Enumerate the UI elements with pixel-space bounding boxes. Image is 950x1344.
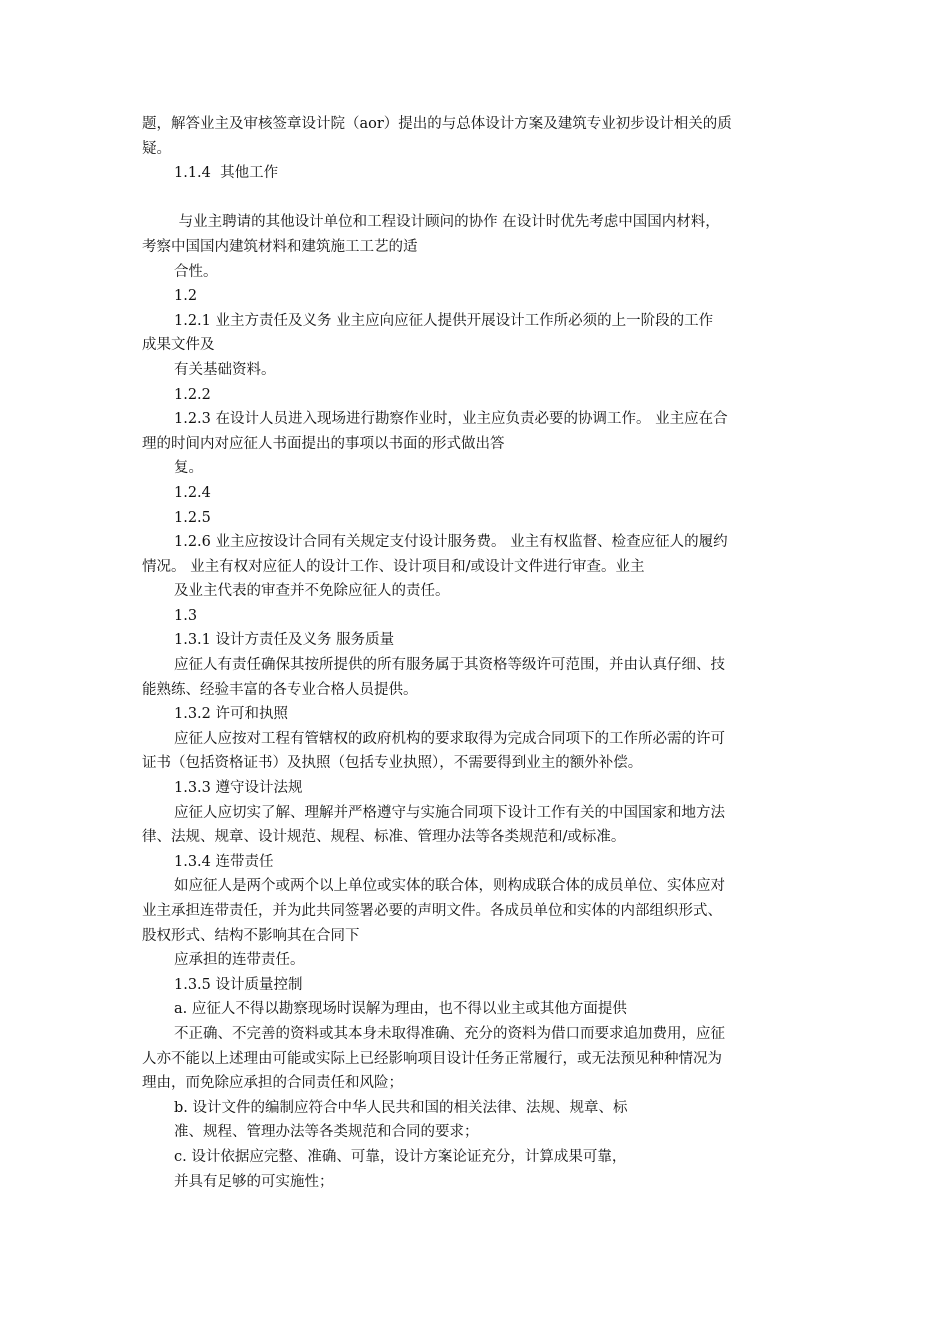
section-heading: 1.1.4 其他工作 [174, 165, 279, 182]
text-line: 1.2.1 业主方责任及义务 业主应向应征人提供开展设计工作所必须的上一阶段的工作 [174, 312, 714, 329]
section-heading: 1.3.1 设计方责任及义务 服务质量 [174, 632, 395, 649]
text-line: 如应征人是两个或两个以上单位或实体的联合体，则构成联合体的成员单位、实体应对 [174, 878, 725, 895]
text-line: 有关基础资料。 [174, 361, 276, 378]
text-line: 证书（包括资格证书）及执照（包括专业执照），不需要得到业主的额外补偿。 [142, 755, 643, 772]
text-line: 应征人应按对工程有管辖权的政府机构的要求取得为完成合同项下的工作所必需的许可 [174, 730, 725, 747]
section-heading: 1.2.4 [174, 484, 211, 501]
text-line: 成果文件及 [142, 337, 215, 354]
section-heading: 1.2.2 [174, 386, 211, 403]
section-heading: 1.3 [174, 607, 198, 624]
section-heading: 1.3.2 许可和执照 [174, 706, 289, 723]
text-line: 理的时间内对应征人书面提出的事项以书面的形式做出答 [142, 435, 505, 452]
text-line: 应承担的连带责任。 [174, 952, 305, 969]
section-heading: 1.3.3 遵守设计法规 [174, 780, 303, 797]
text-line: 与业主聘请的其他设计单位和工程设计顾问的协作 在设计时优先考虑中国国内材料， [174, 214, 720, 231]
text-line: 人亦不能以上述理由可能或实际上已经影响项目设计任务正常履行，或无法预见种种情况为 [142, 1050, 722, 1067]
text-line: 1.2.6 业主应按设计合同有关规定支付设计服务费。 业主有权监督、检查应征人的履约 [174, 534, 728, 551]
text-line: 题，解答业主及审核签章设计院（aor）提出的与总体设计方案及建筑专业初步设计相关的质 [142, 116, 732, 132]
section-heading: 1.2 [174, 288, 198, 305]
list-item: b. 设计文件的编制应符合中华人民共和国的相关法律、法规、规章、标 [174, 1099, 628, 1116]
text-line: 并具有足够的可实施性； [174, 1173, 334, 1190]
text-line: 准、规程、管理办法等各类规范和合同的要求； [174, 1124, 479, 1141]
document-page [142, 112, 814, 1194]
text-line: 及业主代表的审查并不免除应征人的责任。 [174, 583, 450, 600]
text-line: 理由，而免除应承担的合同责任和风险； [142, 1075, 403, 1092]
blank-line [142, 186, 814, 211]
section-heading: 1.3.5 设计质量控制 [174, 976, 303, 993]
text-line: 合性。 [174, 263, 218, 280]
text-line: 1.2.3 在设计人员进入现场进行勘察作业时，业主应负责必要的协调工作。 业主应在合 [174, 411, 728, 428]
text-line: 应征人应切实了解、理解并严格遵守与实施合同项下设计工作有关的中国国家和地方法 [174, 804, 725, 821]
text-line: 不正确、不完善的资料或其本身未取得准确、充分的资料为借口而要求追加费用，应征 [174, 1025, 725, 1042]
text-line: 应征人有责任确保其按所提供的所有服务属于其资格等级许可范围，并由认真仔细、技 [174, 657, 725, 674]
text-line: 股权形式、结构不影响其在合同下 [142, 927, 360, 944]
text-line: 律、法规、规章、设计规范、规程、标准、管理办法等各类规范和/或标准。 [142, 829, 626, 846]
section-heading: 1.2.5 [174, 509, 211, 526]
list-item: c. 设计依据应完整、准确、可靠，设计方案论证充分，计算成果可靠， [174, 1148, 627, 1165]
text-line: 情况。 业主有权对应征人的设计工作、设计项目和/或设计文件进行审查。业主 [142, 558, 645, 575]
text-line: 业主承担连带责任，并为此共同签署必要的声明文件。各成员单位和实体的内部组织形式、 [142, 903, 722, 919]
text-line: 能熟练、经验丰富的各专业合格人员提供。 [142, 681, 418, 698]
section-heading: 1.3.4 连带责任 [174, 853, 274, 870]
text-line: 复。 [174, 460, 203, 477]
list-item: a. 应征人不得以勘察现场时误解为理由，也不得以业主或其他方面提供 [174, 1001, 627, 1018]
text-line: 疑。 [142, 140, 171, 157]
text-line: 考察中国国内建筑材料和建筑施工工艺的适 [142, 238, 418, 255]
